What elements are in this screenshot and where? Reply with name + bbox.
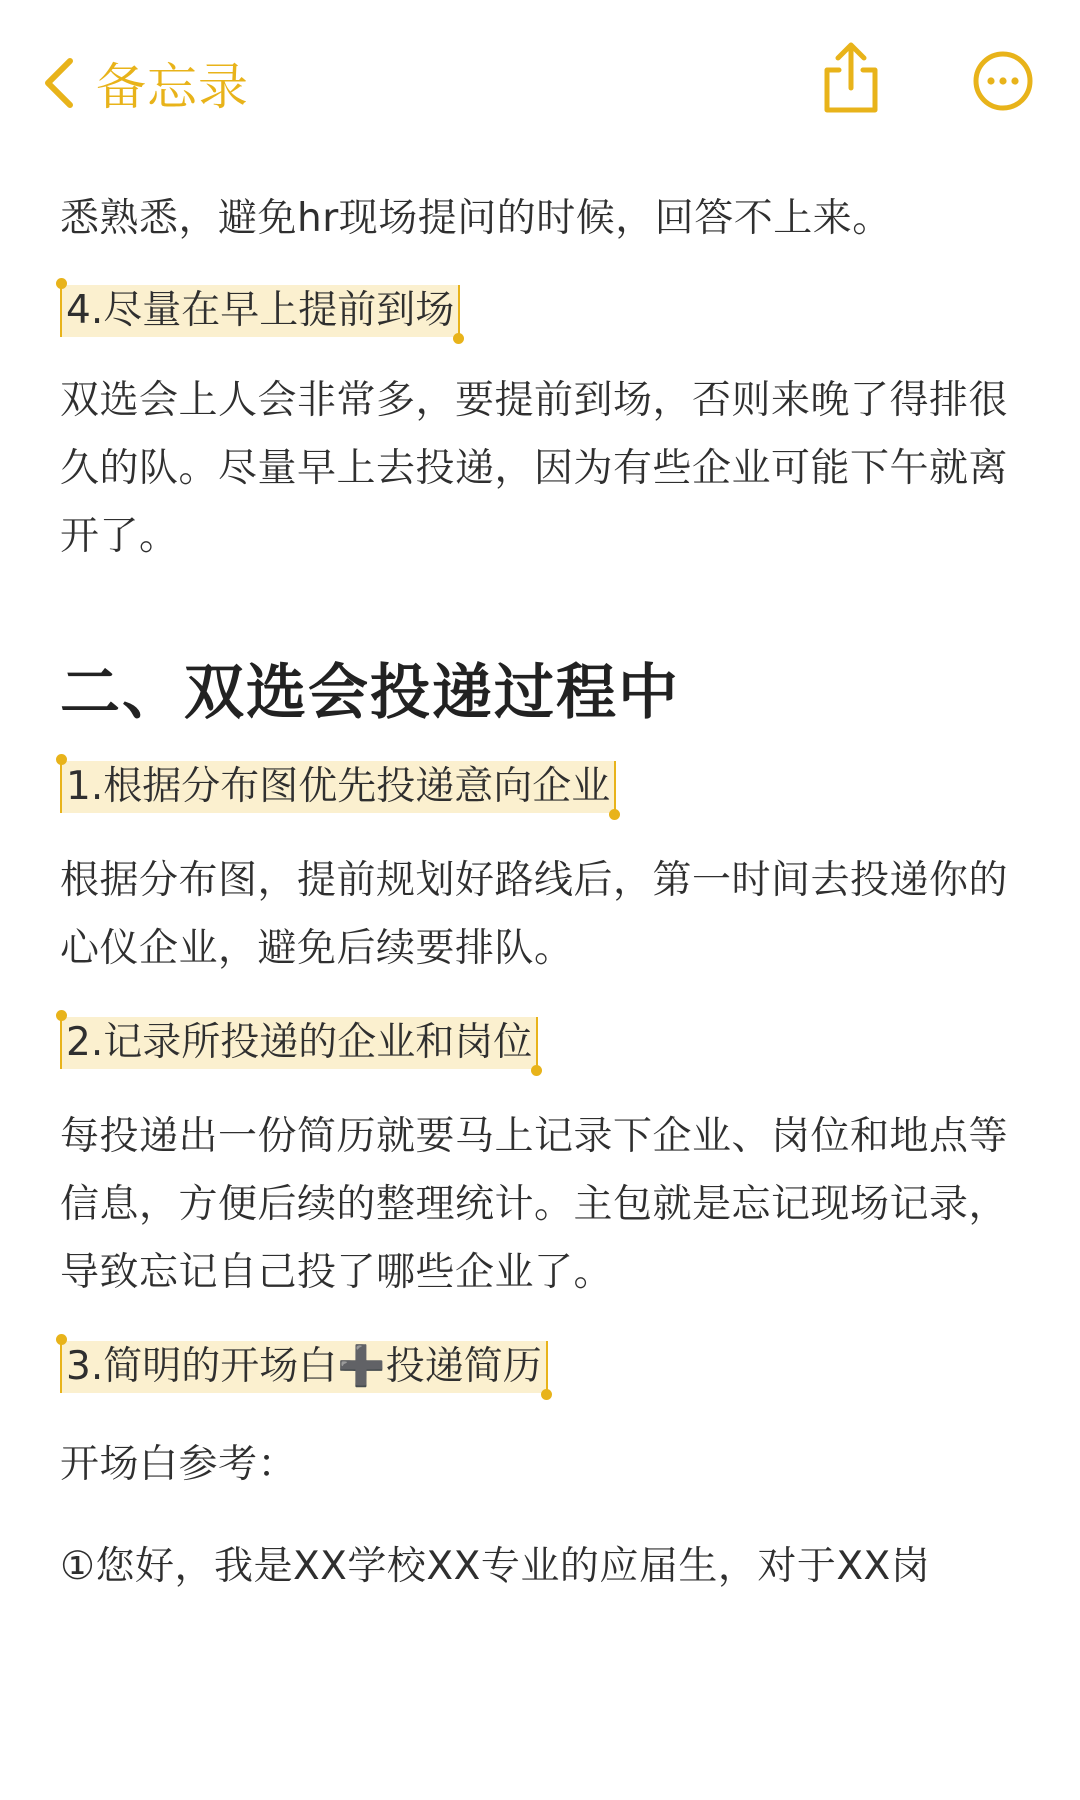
selection-handle[interactable]	[56, 754, 67, 765]
item-title: 3.简明的开场白➕投递简历	[60, 1341, 548, 1393]
highlighted-title	[60, 1341, 548, 1393]
navigation-bar	[0, 0, 1080, 165]
highlighted-title	[60, 1017, 538, 1069]
section2-item-2	[60, 1017, 1025, 1069]
back-button[interactable]	[40, 48, 249, 118]
item-4	[60, 285, 1025, 337]
chevron-left-icon	[40, 53, 80, 113]
selection-handle[interactable]	[56, 278, 67, 289]
body-text: 双选会上人会非常多，要提前到场，否则来晚了得排很久的队。尽量早上去投递，因为有些企业可能下午就离开了。	[60, 378, 1009, 559]
selection-handle[interactable]	[56, 1334, 67, 1345]
body-text: 每投递出一份简历就要马上记录下企业、岗位和地点等信息，方便后续的整理统计。主包就是忘记现场记录，导致忘记自己投了哪些企业了。	[60, 1114, 1009, 1295]
item-title: 2.记录所投递的企业和岗位	[60, 1017, 538, 1069]
body-text: ①您好，我是XX学校XX专业的应届生，对于XX岗	[60, 1544, 931, 1589]
body-text: 悉熟悉，避免hr现场提问的时候，回答不上来。	[60, 196, 892, 241]
highlighted-title	[60, 761, 616, 813]
note-content[interactable]	[60, 175, 1025, 1601]
share-icon	[818, 40, 884, 116]
share-button[interactable]	[818, 40, 884, 116]
selection-handle[interactable]	[453, 333, 464, 344]
section-heading: 二、双选会投递过程中	[60, 658, 680, 728]
selection-handle[interactable]	[541, 1389, 552, 1400]
section2-item-3	[60, 1341, 1025, 1393]
back-label: 备忘录	[96, 58, 249, 116]
item-title: 4.尽量在早上提前到场	[60, 285, 460, 337]
section2-item-1	[60, 761, 1025, 813]
item-title: 1.根据分布图优先投递意向企业	[60, 761, 616, 813]
selection-handle[interactable]	[56, 1010, 67, 1021]
selection-handle[interactable]	[609, 809, 620, 820]
body-text: 根据分布图，提前规划好路线后，第一时间去投递你的心仪企业，避免后续要排队。	[60, 858, 1009, 971]
opening-label: 开场白参考：	[60, 1442, 298, 1487]
selection-handle[interactable]	[531, 1065, 542, 1076]
more-button[interactable]	[972, 50, 1034, 112]
more-icon	[972, 50, 1034, 112]
highlighted-title	[60, 285, 460, 337]
